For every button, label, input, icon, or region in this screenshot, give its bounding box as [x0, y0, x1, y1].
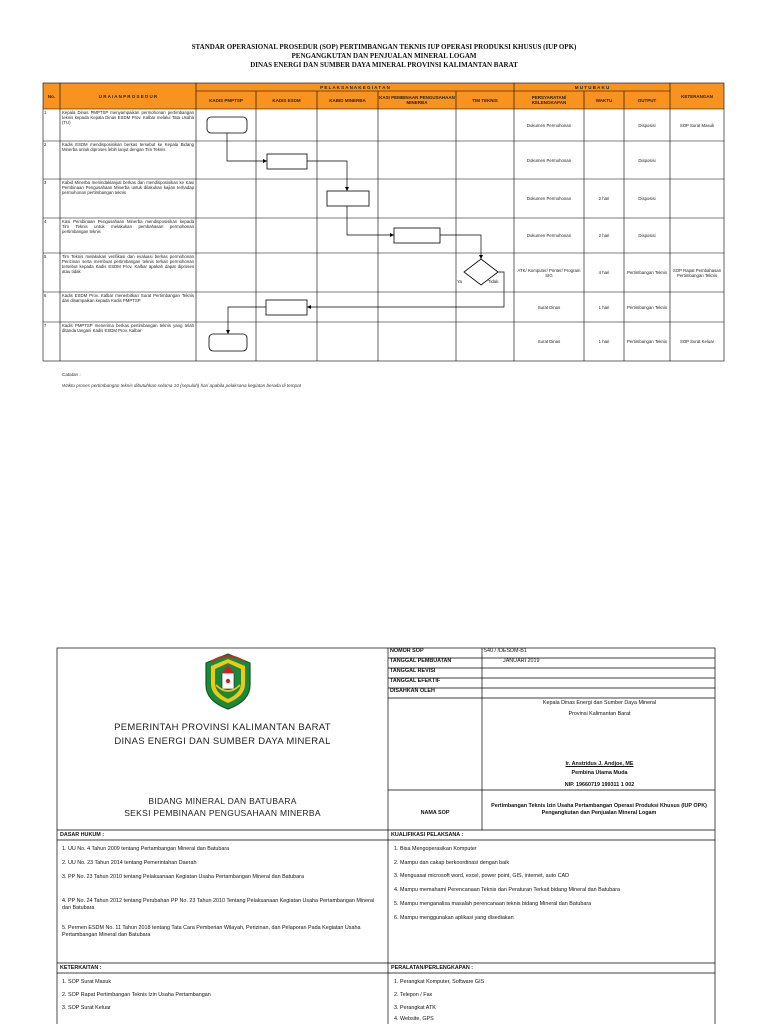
row-waktu: 1 hari — [598, 304, 610, 310]
sop-title-line2: PENGANGKUTAN DAN PENJUALAN MINERAL LOGAM — [291, 52, 477, 60]
catatan-text: Waktu proses pertimbangan teknis dibutuhkan selama 10 (sepuluh) hari apabila pelaksana kegiatan berada di tempat — [62, 383, 301, 388]
row-persyaratan: Surat Dinas — [537, 304, 561, 310]
sop-title-line3: DINAS ENERGI DAN SUMBER DAYA MINERAL PROVINSI KALIMANTAN BARAT — [250, 61, 518, 69]
header-output: OUTPUT — [624, 91, 670, 109]
row-number: 5 — [44, 254, 47, 259]
flow-process-surat — [266, 300, 307, 315]
bidang-line2: SEKSI PEMBINAAN PENGUSAHAAN MINERBA — [124, 808, 321, 818]
keterkaitan-item: 1. SOP Surat Masuk — [62, 979, 112, 985]
row-number: 1 — [44, 110, 47, 115]
header-kadis-esdm: KADIS ESDM — [256, 91, 317, 109]
row-persyaratan: Dokumen Permohonan — [526, 196, 572, 201]
pejabat-nama: Ir. Anstridus J. Andjoe, ME — [565, 761, 634, 767]
nomor-sop-value: 540 / /DESDM-B1 — [484, 648, 527, 654]
dasar-hukum-label: DASAR HUKUM : — [60, 832, 105, 838]
peralatan-item: 1. Perangkat Komputer, Software GIS — [394, 979, 485, 985]
peralatan-item: 2. Telepon / Fax — [394, 992, 433, 998]
disahkan-label: DISAHKAN OLEH — [390, 688, 435, 694]
dasar-hukum-item: 5. Permen ESDM No. 11 Tahun 2018 tentang Tata Cara Pemberian Wilayah, Perizinan, dan Pelaporan Pada Kegiatan Usaha Pertambangan Mineral dan Batubara — [62, 925, 361, 938]
nama-sop-value: Pertimbangan Teknis Izin Usaha Pertambangan Operasi Produksi Khusus (IUP OPK) Pengangkutan dan Penjualan Mineral Logam — [491, 803, 707, 816]
keterkaitan-item: 3. SOP Surat Keluar — [62, 1005, 111, 1011]
row-persyaratan: Dokumen Permohonan — [526, 157, 572, 163]
header-kadis-pmptsp: KADIS PMPTSP — [196, 91, 256, 109]
kualifikasi-item: 2. Mampu dan cakap berkoordinasi dengan baik — [394, 860, 510, 866]
row-keterangan: SOP Rapat Pembahasan Pertimbangan Teknis — [672, 267, 722, 278]
keterkaitan-item: 2. SOP Rapat Pertimbangan Teknis Izin Usaha Pertambangan — [62, 992, 211, 998]
header-persyaratan: PERSYARATAN/ KELENGKAPAN — [514, 91, 584, 109]
nama-sop-label: NAMA SOP — [420, 810, 450, 816]
kualifikasi-item: 6. Mampu menggunakan aplikasi yang disediakan — [394, 915, 514, 921]
row-output: Pertimbangan Teknis — [626, 304, 668, 310]
row-number: 6 — [44, 293, 47, 298]
pejabat-pangkat: Pembina Utama Muda — [571, 770, 628, 776]
identity-grid — [0, 640, 768, 1024]
row-waktu: 2 hari — [598, 233, 610, 238]
row-uraian: Kasi Pembinaan Pengusahaan Minerba mendisposisikan kepada Tim Teknis untuk melakukan pembahasan permohonan pertimbangan teknis — [62, 219, 194, 234]
row-output: Disposisi — [638, 157, 656, 163]
dasar-hukum-item: 1. UU No. 4 Tahun 2009 tentang Pertambangan Mineral dan Batubara — [62, 846, 230, 852]
catatan-label: Catatan : — [62, 372, 81, 377]
row-uraian: Kepala Dinas PMPTSP menyampaikan permohonan pertimbangan teknis kepada Kepala Dinas ESDM Prov. Kalbar melalui Tata Usaha (TU) — [62, 110, 194, 125]
row-persyaratan: ATK/ Komputer/ Printer/ Program SIG — [517, 267, 581, 278]
tanggal-efektif-label: TANGGAL EFEKTIF — [390, 678, 441, 684]
peralatan-item: 4. Website, GPS — [394, 1016, 434, 1022]
row-number: 7 — [44, 323, 47, 328]
row-waktu: 1 hari — [598, 338, 610, 344]
header-pelaksana: P E L A K S A N A K E G I A T A N — [196, 83, 514, 91]
header-mutu-baku: M U T U B A K U — [514, 83, 670, 91]
row-uraian: Tim Teknis melakukan verifikasi dan evaluasi berkas permohonan Perizinan serta membuat pertimbangan teknis terkait permohonan tersebut kepada Kadis ESDM Prov. Kalbar apakah dapat diproses atau tidak — [62, 254, 194, 274]
kualifikasi-item: 4. Mampu memahami Perencanaan Teknis dan Peraturan Terkait bidang Mineral dan Batubara — [394, 887, 621, 893]
header-no: No. — [43, 83, 60, 109]
tanggal-revisi-label: TANGGAL REVISI — [390, 668, 436, 674]
row-number: 2 — [44, 142, 47, 147]
dasar-hukum-item: 2. UU No. 23 Tahun 2014 tentang Pemerintahan Daerah — [62, 860, 197, 866]
bidang-line1: BIDANG MINERAL DAN BATUBARA — [148, 796, 297, 806]
kualifikasi-item: 5. Mampu menganalisa masalah perencanaan teknis bidang Mineral dan Batubara — [394, 901, 592, 907]
kualifikasi-item: 3. Menguasai microsoft word, excel, power point, GIS, internet, auto CAD — [394, 873, 569, 879]
row-uraian: Kadis ESDM mendisposisikan berkas tersebut ke Kepala Bidang Minerba untuk diproses lebih lanjut dengan Tim Teknis — [62, 142, 194, 152]
row-keterangan: SOP Surat Keluar — [679, 338, 715, 344]
row-uraian: Kadis PMPTSP menerima berkas pertimbangan teknis yang telah ditanda tangani Kadis ESDM Prov. Kalbar — [62, 323, 194, 333]
disahkan-line1: Kepala Dinas Energi dan Sumber Daya Mineral — [542, 700, 657, 706]
row-persyaratan: Dokumen Permohonan — [526, 233, 572, 238]
row-output: Pertimbangan Teknis — [626, 338, 668, 344]
row-number: 3 — [44, 180, 47, 185]
dasar-hukum-item: 3. PP No. 23 Tahun 2010 tentang Pelaksanaan Kegiatan Usaha Pertambangan Mineral dan Batubara — [62, 874, 304, 880]
flow-tidak-label: Tidak — [488, 279, 499, 284]
header-tim-teknis: TIM TEKNIS — [456, 91, 514, 109]
row-uraian: Kabid Minerba menindaklanjuti berkas dan mendisposisikan ke Kasi Pembinaan Pengusahaan Minerba untuk dilakukan kajian terhadap permohonan pertimbangan teknis — [62, 180, 194, 195]
header-kabid-minerba: KABID MINERBA — [317, 91, 378, 109]
row-persyaratan: Surat Dinas — [537, 338, 561, 344]
row-uraian: Kadis ESDM Prov. Kalbar menerbitkan Surat Pertimbangan Teknis dan disampaikan kepada Kadis PMPTSP — [62, 293, 194, 303]
disahkan-line2: Provinsi Kalimantan Barat — [568, 711, 631, 717]
kualifikasi-item: 1. Bisa Mengoperasikan Komputer — [394, 846, 477, 852]
tanggal-pembuatan-value: JANUARI 2019 — [503, 658, 540, 664]
row-waktu: 2 hari — [598, 196, 610, 201]
flow-process-kabid — [327, 191, 369, 206]
flow-ya-label: Ya — [457, 279, 462, 284]
row-number: 4 — [44, 219, 47, 224]
row-output: Disposisi — [638, 123, 656, 128]
peralatan-label: PERALATAN/PERLENGKAPAN : — [391, 965, 474, 971]
peralatan-item: 3. Perangkat ATK — [394, 1005, 436, 1011]
row-output: Disposisi — [638, 233, 656, 238]
gov-line2: DINAS ENERGI DAN SUMBER DAYA MINERAL — [114, 736, 331, 747]
flow-start-terminator — [207, 117, 247, 133]
keterkaitan-label: KETERKAITAN : — [60, 965, 102, 971]
header-uraian: U R A I A N P R O S E D U R — [60, 83, 196, 109]
row-keterangan: SOP Surat Masuk — [679, 123, 715, 128]
kalbar-logo-icon — [198, 651, 258, 711]
kualifikasi-label: KUALIFIKASI PELAKSANA : — [391, 832, 464, 838]
row-output: Disposisi — [638, 196, 656, 201]
row-output: Pertimbangan Teknis — [626, 270, 668, 275]
pejabat-nip: NIP. 19660719 199311 1 002 — [564, 782, 635, 788]
sop-title-line1: STANDAR OPERASIONAL PROSEDUR (SOP) PERTIMBANGAN TEKNIS IUP OPERASI PRODUKSI KHUSUS (IUP OPK) — [191, 43, 577, 51]
header-keterangan: KETERANGAN — [670, 83, 724, 109]
row-persyaratan: Dokumen Permohonan — [526, 123, 572, 128]
table-grid — [0, 0, 768, 380]
flow-process-kadis-esdm — [267, 154, 307, 169]
flow-process-kasi — [394, 228, 440, 243]
dasar-hukum-item: 4. PP No. 24 Tahun 2012 tentang Perubahan PP No. 23 Tahun 2010 Tentang Pelaksanaan Kegiatan Usaha Pertambangan Mineral dan Batubara — [62, 898, 375, 911]
tanggal-pembuatan-label: TANGGAL PEMBUATAN — [390, 658, 452, 664]
header-waktu: WAKTU — [584, 91, 624, 109]
row-waktu: 4 hari — [598, 270, 610, 275]
nomor-sop-label: NOMOR SOP — [390, 648, 424, 654]
flow-end-terminator — [209, 334, 247, 351]
gov-line1: PEMERINTAH PROVINSI KALIMANTAN BARAT — [114, 722, 331, 733]
header-kasi: KASI PEMBINAAN PENGUSAHAAN MINERBA — [378, 91, 456, 109]
